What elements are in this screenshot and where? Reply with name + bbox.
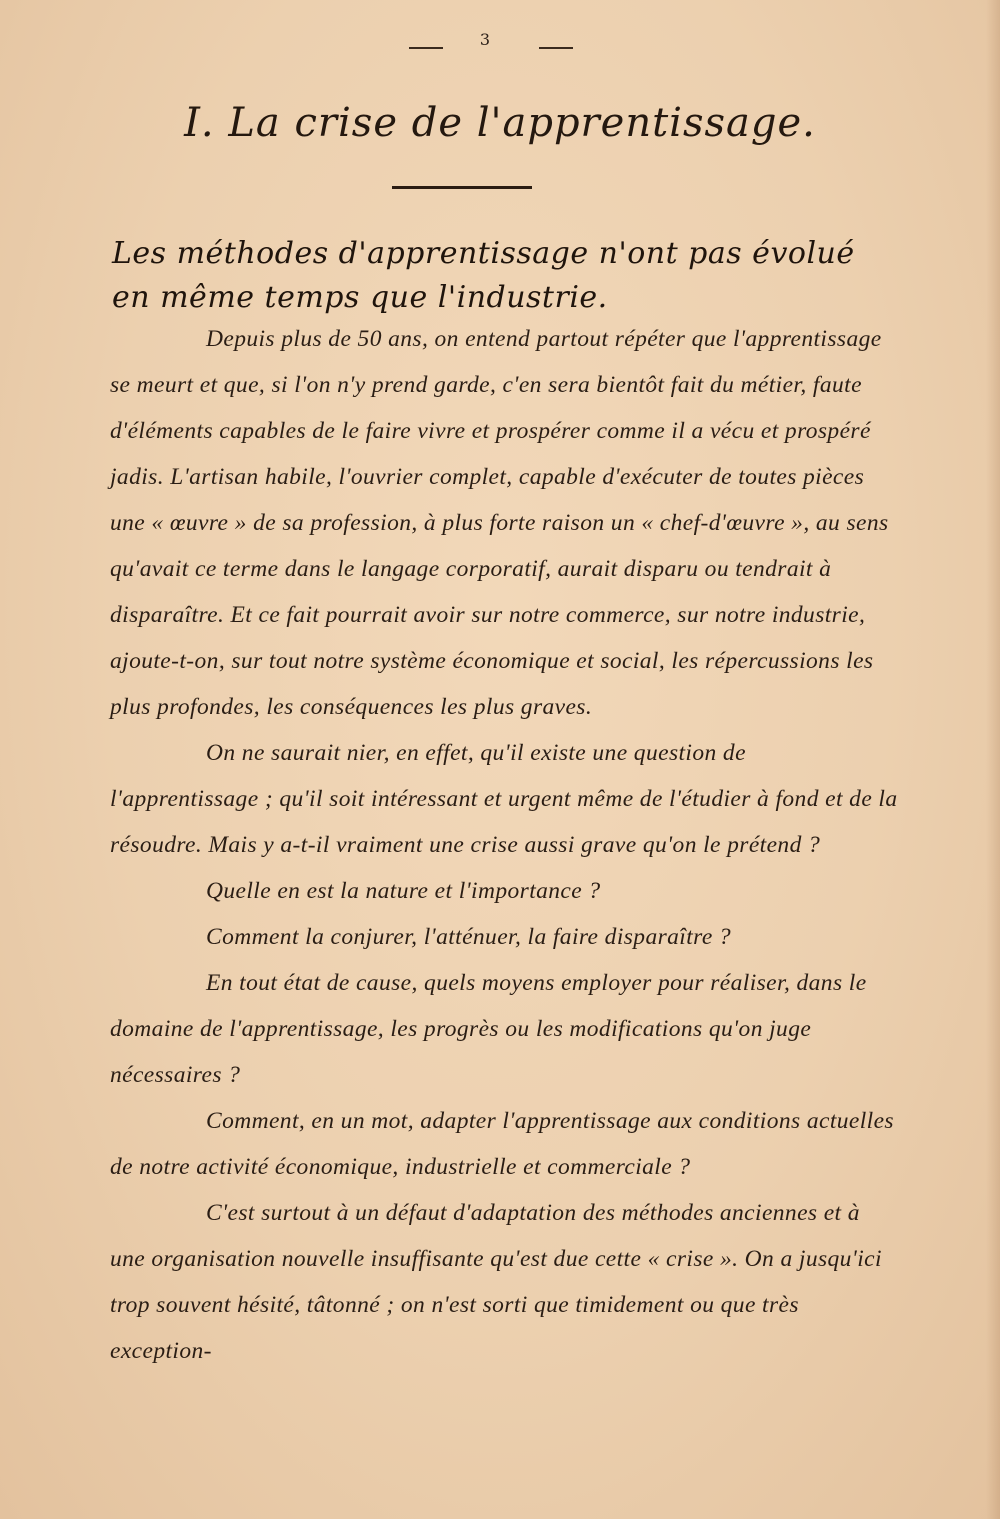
page-number-dash-left	[409, 47, 443, 49]
page-edge-shadow	[986, 0, 1000, 1519]
paragraph: Comment, en un mot, adapter l'apprentissage aux conditions actuelles de notre activité économique, industrielle et commerciale ?	[110, 1108, 894, 1180]
paragraph: En tout état de cause, quels moyens employer pour réaliser, dans le domaine de l'apprentissage, les progrès ou les modifications qu'on juge nécessaires ?	[110, 970, 867, 1088]
paragraph: Quelle en est la nature et l'importance ?	[206, 878, 601, 904]
chapter-title: I. La crise de l'apprentissage.	[184, 100, 816, 146]
page-number-dash-right	[539, 47, 573, 49]
body-text	[110, 316, 900, 1374]
paragraph: On ne saurait nier, en effet, qu'il existe une question de l'apprentissage ; qu'il soit intéressant et urgent même de l'étudier à fond et de la résoudre. Mais y a-t-il vraiment une crise aussi grave qu'on le prétend ?	[110, 740, 898, 858]
section-heading: Les méthodes d'apprentissage n'ont pas évolué en même temps que l'industrie.	[112, 236, 855, 315]
page-number-row	[0, 30, 1000, 60]
paragraph: Depuis plus de 50 ans, on entend partout répéter que l'apprentissage se meurt et que, si l'on n'y prend garde, c'en sera bientôt fait du métier, faute d'éléments capables de le faire vivre et prospérer comme il a vécu et prospéré jadis. L'artisan habile, l'ouvrier complet, capable d'exécuter de toutes pièces une « œuvre » de sa profession, à plus forte raison un « chef-d'œuvre », au sens qu'avait ce terme dans le langage corporatif, aurait disparu ou tendrait à disparaître. Et ce fait pourrait avoir sur notre commerce, sur notre industrie, ajoute-t-on, sur tout notre système économique et social, les répercussions les plus profondes, les conséquences les plus graves.	[110, 326, 889, 720]
page-number: 3	[479, 30, 491, 49]
title-underline	[392, 186, 532, 189]
paragraph: C'est surtout à un défaut d'adaptation des méthodes anciennes et à une organisation nouvelle insuffisante qu'est due cette « crise ». On a jusqu'ici trop souvent hésité, tâtonné ; on n'est sorti que timidement ou que très exception-	[110, 1200, 882, 1364]
paragraph: Comment la conjurer, l'atténuer, la faire disparaître ?	[206, 924, 732, 950]
